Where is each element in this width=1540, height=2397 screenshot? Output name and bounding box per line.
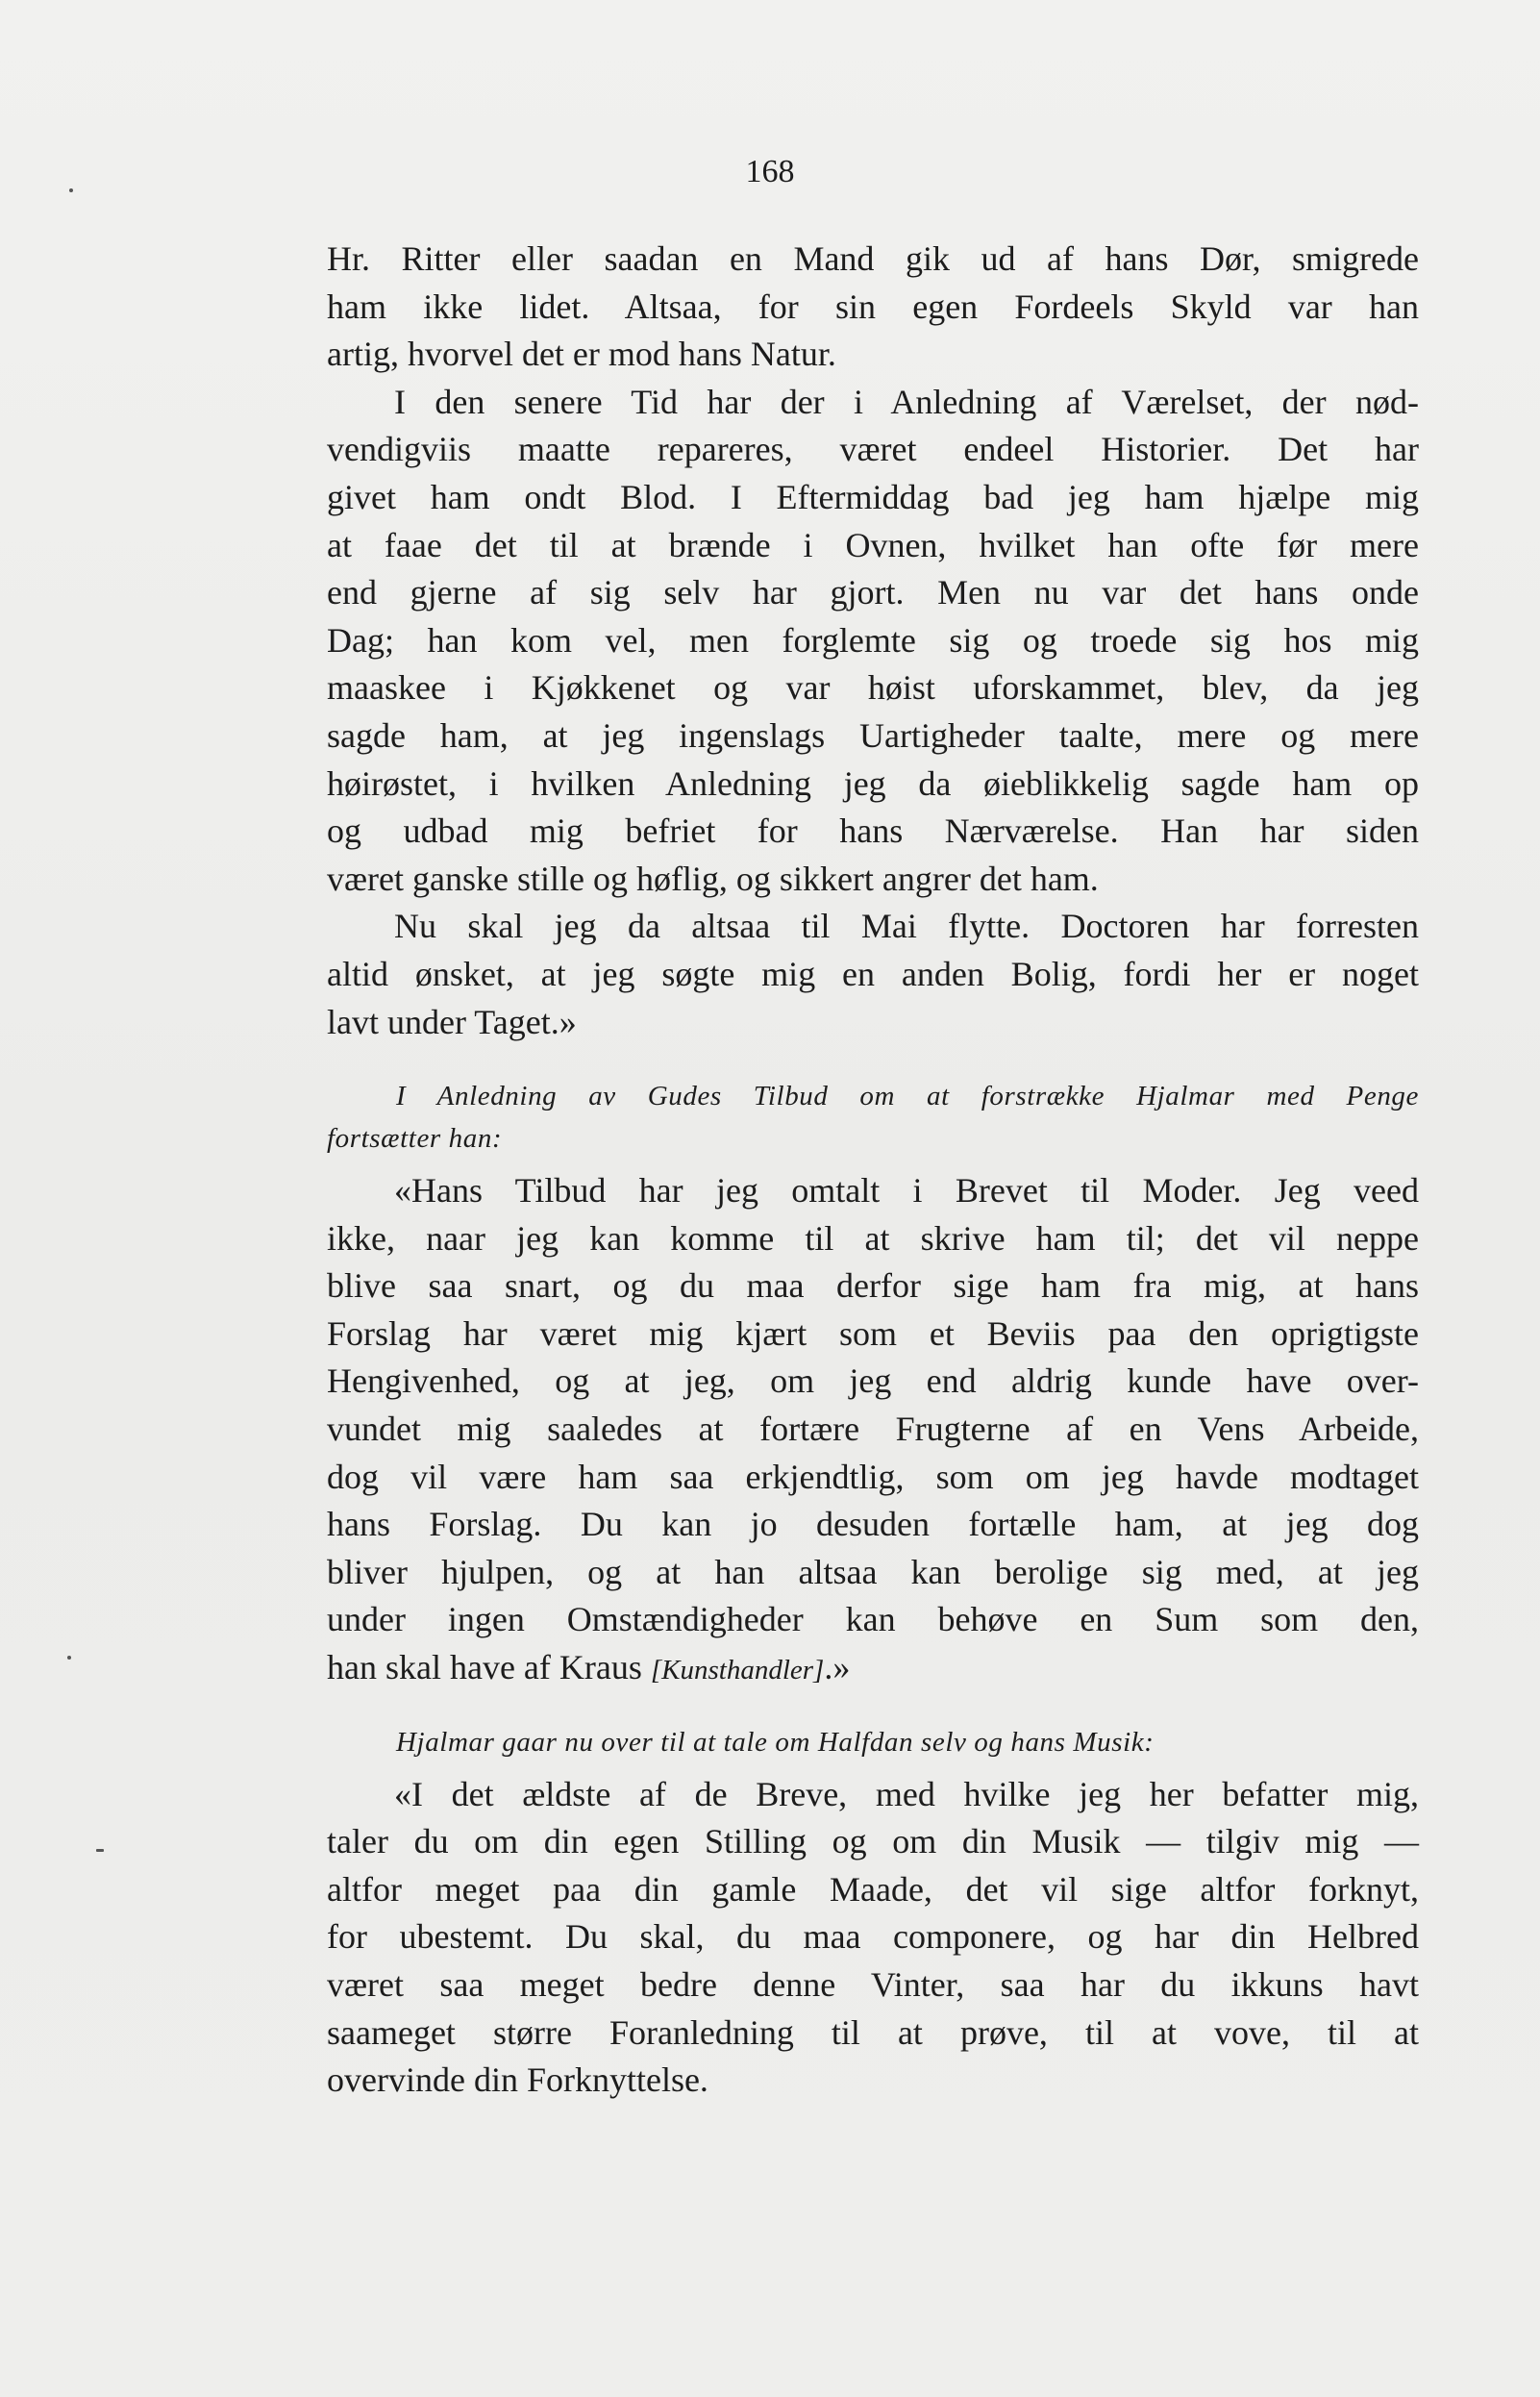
text-line: vundet mig saaledes at fortære Frugterne af en Vens Arbeide, bbox=[327, 1410, 1419, 1449]
text-line: dog vil være ham saa erkjendtlig, som om jeg havde modtaget bbox=[327, 1457, 1419, 1496]
text-line: Hr. Ritter eller saadan en Mand gik ud af hans Dør, smigrede bbox=[327, 239, 1419, 278]
text-line: Nu skal jeg da altsaa til Mai flytte. Doctoren har forresten bbox=[394, 907, 1419, 946]
text-line: vendigviis maatte repareres, været endeel Historier. Det har bbox=[327, 430, 1419, 469]
note-line: fortsætter han: bbox=[327, 1123, 503, 1155]
page-text bbox=[327, 236, 1419, 2105]
text-line: bliver hjulpen, og at han altsaa kan berolige sig med, at jeg bbox=[327, 1552, 1419, 1591]
scan-speck bbox=[67, 1656, 71, 1660]
text-line: for ubestemt. Du skal, du maa componere, og har din Helbred bbox=[327, 1917, 1419, 1957]
text-line: været saa meget bedre denne Vinter, saa har du ikkuns havt bbox=[327, 1965, 1419, 2004]
editorial-note bbox=[327, 1075, 1419, 1160]
text-line: været ganske stille og høflig, og sikkert angrer det ham. bbox=[327, 859, 1099, 898]
text-line: altfor meget paa din gamle Maade, det vil sige altfor forknyt, bbox=[327, 1869, 1419, 1909]
paragraph bbox=[327, 236, 1419, 379]
note-line: I Anledning av Gudes Tilbud om at forstrække Hjalmar med Penge bbox=[396, 1081, 1419, 1112]
text-line: hans Forslag. Du kan jo desuden fortælle ham, at jeg dog bbox=[327, 1505, 1419, 1544]
text-fragment: han skal have af Kraus bbox=[327, 1648, 651, 1687]
text-line bbox=[327, 1644, 1419, 1692]
text-line: ikke, naar jeg kan komme til at skrive ham til; det vil neppe bbox=[327, 1218, 1419, 1258]
text-line: og udbad mig befriet for hans Nærværelse. Han har siden bbox=[327, 811, 1419, 851]
text-line: Dag; han kom vel, men forglemte sig og troede sig hos mig bbox=[327, 620, 1419, 660]
text-line: sagde ham, at jeg ingenslags Uartigheder taalte, mere og mere bbox=[327, 715, 1419, 755]
page-number: 168 bbox=[745, 154, 795, 189]
text-line: saameget større Foranledning til at prøve, til at vove, til at bbox=[327, 2012, 1419, 2052]
text-line: ham ikke lidet. Altsaa, for sin egen Fordeels Skyld var han bbox=[327, 287, 1419, 326]
text-line: høirøstet, i hvilken Anledning jeg da øieblikkelig sagde ham op bbox=[327, 763, 1419, 803]
text-fragment: .» bbox=[824, 1648, 851, 1687]
text-line: under ingen Omstændigheder kan behøve en Sum som den, bbox=[327, 1600, 1419, 1639]
text-line: blive saa snart, og du maa derfor sige ham fra mig, at hans bbox=[327, 1266, 1419, 1306]
text-line: altid ønsket, at jeg søgte mig en anden Bolig, fordi her er noget bbox=[327, 954, 1419, 993]
text-line: lavt under Taget.» bbox=[327, 1002, 577, 1041]
text-line: end gjerne af sig selv har gjort. Men nu var det hans onde bbox=[327, 573, 1419, 612]
text-line: givet ham ondt Blod. I Eftermiddag bad jeg ham hjælpe mig bbox=[327, 477, 1419, 516]
note-line: Hjalmar gaar nu over til at tale om Halfdan selv og hans Musik: bbox=[396, 1726, 1155, 1758]
text-line: «I det ældste af de Breve, med hvilke jeg her befatter mig, bbox=[394, 1774, 1419, 1813]
text-line: maaskee i Kjøkkenet og var høist uforskammet, blev, da jeg bbox=[327, 668, 1419, 708]
text-line: Forslag har været mig kjært som et Beviis paa den oprigtigste bbox=[327, 1313, 1419, 1353]
text-line: Hengivenhed, og at jeg, om jeg end aldrig kunde have over- bbox=[327, 1361, 1419, 1401]
editorial-note bbox=[327, 1721, 1419, 1763]
text-line: I den senere Tid har der i Anledning af Værelset, der nød- bbox=[394, 382, 1419, 421]
text-line: «Hans Tilbud har jeg omtalt i Brevet til Moder. Jeg veed bbox=[394, 1171, 1419, 1211]
italic-fragment: [Kunsthandler] bbox=[650, 1655, 825, 1686]
text-line: artig, hvorvel det er mod hans Natur. bbox=[327, 335, 836, 374]
paragraph bbox=[327, 903, 1419, 1046]
paragraph bbox=[327, 1167, 1419, 1692]
scan-speck bbox=[69, 188, 73, 192]
paragraph bbox=[327, 1771, 1419, 2105]
paragraph bbox=[327, 379, 1419, 904]
text-line: overvinde din Forknyttelse. bbox=[327, 2060, 708, 2100]
text-line: at faae det til at brænde i Ovnen, hvilket han ofte før mere bbox=[327, 525, 1419, 564]
text-line: taler du om din egen Stilling og om din Musik — tilgiv mig — bbox=[327, 1822, 1419, 1861]
scan-speck bbox=[96, 1849, 104, 1852]
